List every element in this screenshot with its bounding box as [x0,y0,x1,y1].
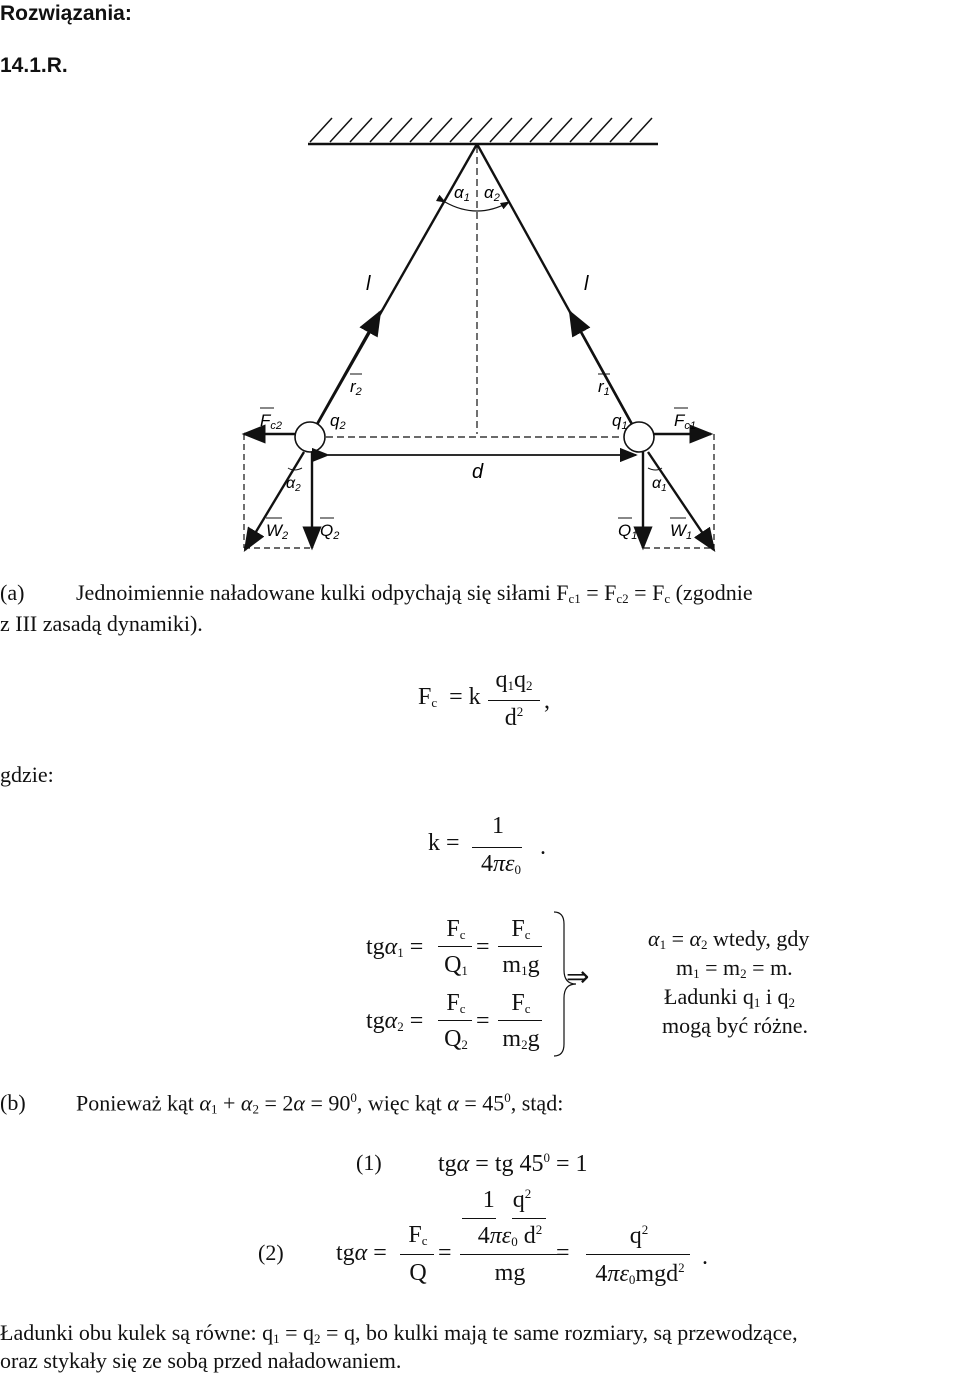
tg2-frac2-num: $F_c$ [511,990,531,1016]
tg-alpha2: tgα$_2$ = [366,1008,424,1034]
implies-icon: ⇒ [566,960,590,993]
svg-text:α2: α2 [286,475,301,494]
eq2-equals1: = [438,1240,452,1266]
d-label: d [472,461,484,483]
eq2-frac3-den: $4\pi\varepsilon_0mgd^2$ [595,1260,685,1287]
l-right-label: l [584,273,589,295]
svg-text:α1: α1 [652,475,667,494]
eq2-equals2: = [556,1240,570,1266]
tg2-frac2-den: $m_2g$ [502,1026,540,1052]
r2-label: r [350,377,356,396]
alpha1-top-label: α [454,183,464,202]
eq2-label: (2) [258,1240,284,1265]
svg-text:Q1: Q1 [618,521,638,542]
svg-text:Fc1: Fc1 [674,411,697,432]
tg2-frac1-bar [438,1020,472,1021]
svg-text:Fc2: Fc2 [260,411,283,432]
svg-text:r1: r1 [598,377,610,398]
svg-text:q1: q1 [612,411,628,432]
eq1: tgα = tg $45^0 = 1$ [438,1150,588,1177]
eq2-frac1-num: $F_c$ [408,1222,428,1248]
tg2-frac2-bar [498,1020,542,1021]
conclusion-line2: $m_1 = m_2 = m$. [676,955,793,981]
Fc1-label: F [674,411,685,430]
eq2-frac3-bar [586,1254,690,1255]
eq2-inner-frac: 1 $q^2$ [482,1186,532,1213]
coulomb-numerator: $q_1q_2$ [495,667,533,693]
svg-text:W2: W2 [266,521,289,542]
svg-text:q2: q2 [330,411,346,432]
part-b-text: Ponieważ kąt $\alpha_1 + \alpha_2 = 2\alpha = 90^0$, więc kąt $\alpha = 45^0$, stąd: [76,1090,564,1117]
eq2-frac2-bar [460,1254,558,1255]
tg1-frac1-num: $F_c$ [446,916,466,942]
svg-text:Q2: Q2 [320,521,340,542]
svg-text:α2: α2 [484,183,500,204]
l-left-label: l [366,273,371,295]
Q1-label: Q [618,521,632,540]
part-a-label: (a) [0,580,25,605]
q1-label: q [612,411,622,430]
eq1-label: (1) [356,1150,382,1175]
W2-label: W [266,521,283,540]
r2-vector [316,312,380,426]
svg-text:W1: W1 [670,521,693,542]
k-numerator: 1 [492,813,504,839]
ceiling [308,118,658,144]
k-denominator: $4\pi\varepsilon_0$ [481,851,521,877]
tg1-frac1-den: $Q_1$ [444,952,468,978]
tg2-frac1-num: $F_c$ [446,990,466,1016]
eq2-period: . [702,1244,708,1270]
eq2-inner-bar2 [512,1218,546,1219]
k-period: . [540,834,546,860]
conclusion-line1: $\alpha_1 = \alpha_2$ wtedy, gdy [648,926,810,952]
tg1-frac1-bar [438,946,472,947]
tg1-frac2-num: $F_c$ [511,916,531,942]
W1-label: W [670,521,687,540]
tg1-frac2-bar [498,946,542,947]
ball-left [295,422,325,452]
part-a-text-line2: z III zasadą dynamiki). [0,611,203,636]
eq2-inner-den: $4\pi\varepsilon_0$ $d^2$ [477,1222,543,1249]
problem-number: 14.1.R. [0,54,68,77]
k-fraction-bar [472,847,522,848]
eq2-frac2-den: mg [494,1260,526,1286]
conclusion-line4: mogą być różne. [662,1013,808,1038]
tg1-equals: = [476,934,490,960]
r1-vector [570,312,633,426]
final-line2: oraz stykały się ze sobą przed naładowaniem. [0,1348,402,1373]
alpha1-ball-label: α [652,475,662,492]
pendulum-figure [230,100,730,560]
svg-text:r2: r2 [350,377,362,398]
coulomb-denominator: $d^2$ [504,704,524,731]
eq2-frac3-num: $q^2$ [629,1222,649,1249]
part-b-label: (b) [0,1090,26,1115]
k-lhs: k = [428,830,460,856]
r1-label: r [598,377,604,396]
tg1-frac2-den: $m_1g$ [502,952,540,978]
eq2-frac1-den: Q [409,1260,427,1286]
part-a-text: Jednoimiennie naładowane kulki odpychają się siłami $F_{c1} = F_{c2} = F_c$ (zgodnie [76,580,753,606]
coulomb-lhs: $F_c = k$ [418,684,481,710]
alpha2-top-label: α [484,183,494,202]
coulomb-fraction-bar [488,700,540,701]
svg-text:α1: α1 [454,183,470,204]
tg2-frac1-den: $Q_2$ [444,1026,468,1052]
ball-right [624,422,654,452]
eq2-inner-bar1 [462,1218,496,1219]
final-line1: Ładunki obu kulek są równe: $q_1 = q_2 = q$, bo kulki mają te same rozmiary, są przewodzące, [0,1320,798,1346]
conclusion-line3: Ładunki $q_1$ i $q_2$ [664,984,795,1010]
Fc2-label: F [260,411,271,430]
coulomb-comma: , [544,688,550,714]
tg-alpha1: tgα$_1$ = [366,934,424,960]
eq2-frac1-bar [400,1254,434,1255]
Q2-label: Q [320,521,334,540]
tg2-equals: = [476,1008,490,1034]
q2-label: q [330,411,340,430]
gdzie-label: gdzie: [0,762,54,787]
alpha2-ball-label: α [286,475,296,492]
eq2-lhs: tgα = [336,1240,387,1266]
solutions-heading: Rozwiązania: [0,2,132,25]
